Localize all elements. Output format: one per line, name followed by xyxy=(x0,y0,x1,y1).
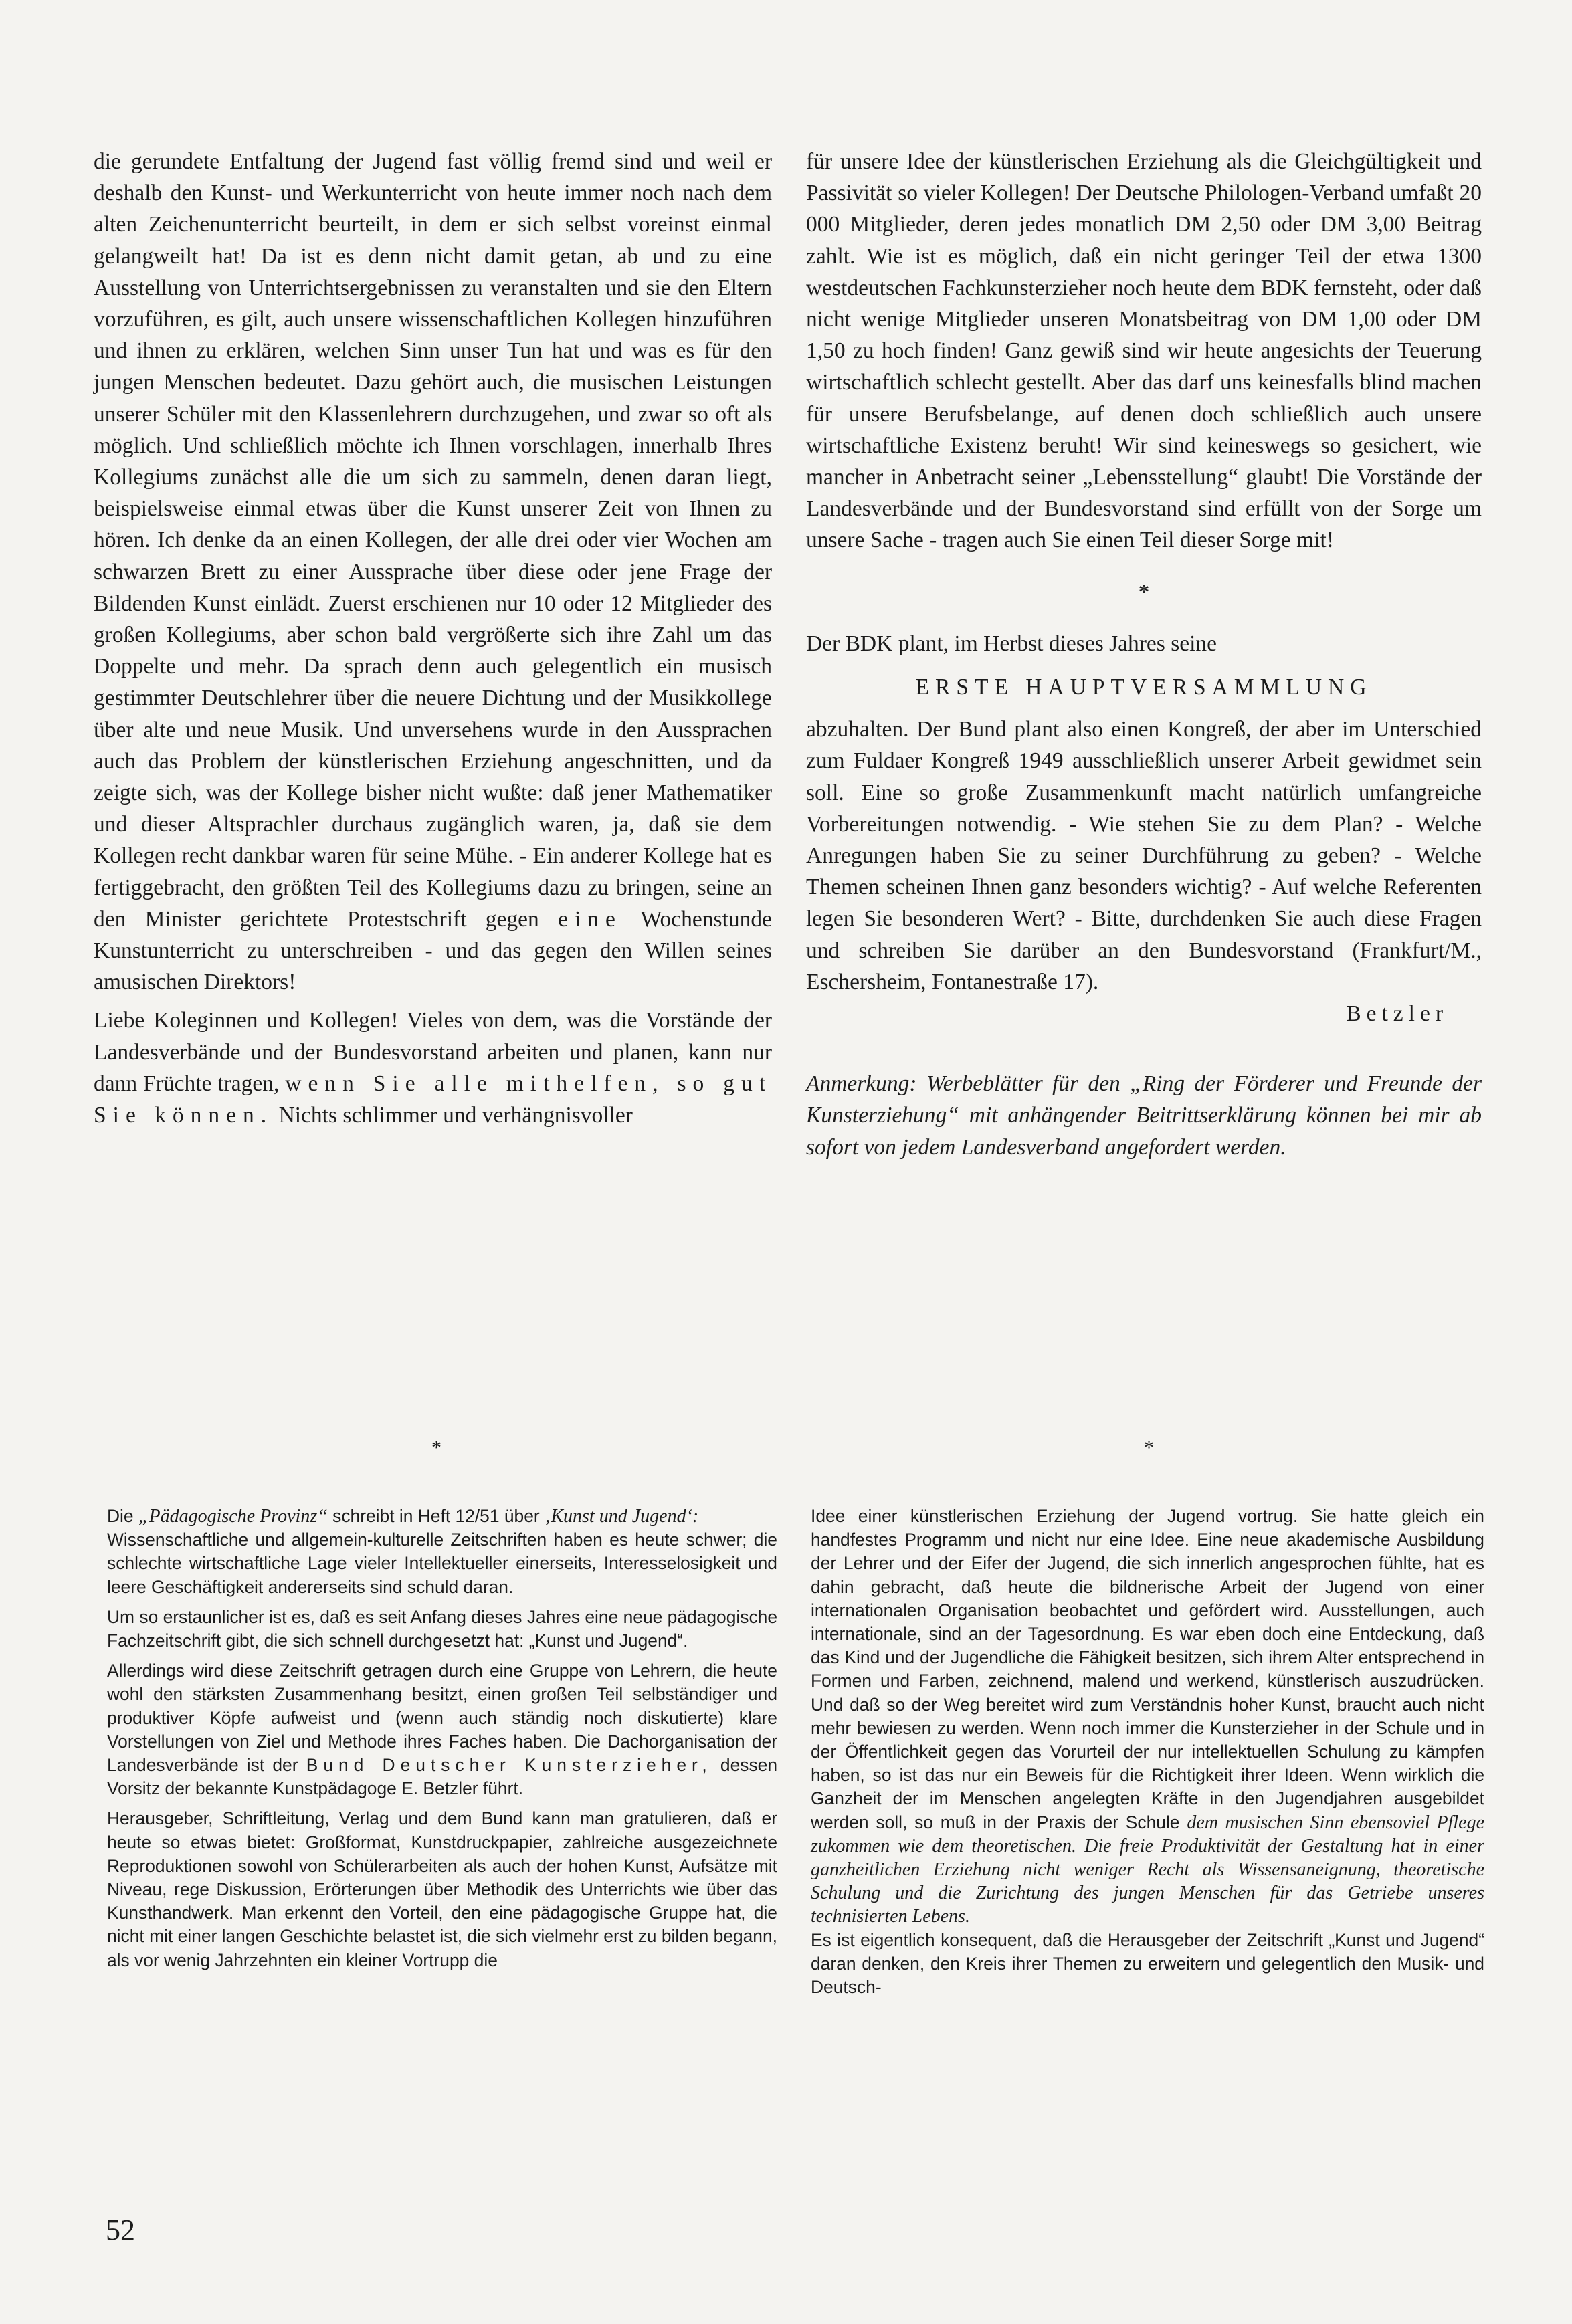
paragraph-text: Die xyxy=(107,1506,134,1526)
announcement-intro: Der BDK plant, im Herbst dieses Jahres seine xyxy=(806,631,1217,656)
paragraph: abzuhalten. Der Bund plant also einen Kongreß, der aber im Unterschied zum Fuldaer Kongreß 1949 ausschließlich unserer Arbeit gewidmet sein soll. Eine so große Zusammenkunft macht natürlich umfangreiche Vorbereitungen notwendig. - Wie stehen Sie zu dem Plan? - Welche Anregungen haben Sie zu seiner Durchführung zu geben? - Welche Themen scheinen Ihnen ganz besonders wichtig? - Auf welche Referenten legen Sie besonderen Wert? - Bitte, durchdenken Sie auch diese Fragen und schreiben Sie darüber an den Bundesvorstand (Frankfurt/M., Eschersheim, Fontanestraße 17). xyxy=(806,717,1482,994)
paragraph-text: Allerdings wird diese Zeitschrift getragen durch eine Gruppe von Lehrern, die heute wohl den stärksten Zusammenhang besitzt, einen großen Teil selbständiger und produktiver Köpfe aufweist und (wenn auch ständig noch diskutierte) klare Vorstellungen von Ziel und Methode ihres Faches haben. Die Dachorganisation der Landesverbände ist der xyxy=(107,1661,777,1776)
spaced-emphasis: eine xyxy=(558,906,622,932)
section-separator-left: * xyxy=(431,1437,441,1459)
section-separator-right: * xyxy=(1144,1437,1154,1459)
paragraph-text: Nichts schlimmer und verhängnisvoller xyxy=(278,1103,633,1128)
paragraph-text: Liebe Koleginnen und Kollegen! Vieles von dem, was die Vorstände der Landesverbände und der Bundesvorstand arbeiten und planen, kann nur dann Früchte tragen, xyxy=(94,1008,772,1096)
paragraph-text: Wochenstunde Kunstunterricht zu unterschreiben - und das gegen den Willen seines amusischen Direktors! xyxy=(94,906,772,995)
quote-column-bottom-right xyxy=(811,1505,1484,1999)
announcement-heading: ERSTE HAUPTVERSAMMLUNG xyxy=(915,675,1373,700)
paragraph xyxy=(107,1659,777,1800)
paragraph: Herausgeber, Schriftleitung, Verlag und dem Bund kann man gratulieren, daß er heute so etwas bietet: Großformat, Kunstdruckpapier, zahlreiche ausgezeichnete Reproduktionen sowohl von Schülerarbeiten als auch der hohen Kunst, Aufsätze mit Niveau, rege Diskussion, Erörterungen über Methodik des Unterrichts wie über das Kunsthandwerk. Man erkennt den Vorteil, den eine pädagogische Gruppe hat, die nicht mit einer langen Geschichte belastet ist, die sich vielmehr erst zu bilden begann, als vor wenig Jahrzehnten ein kleiner Vortrupp die xyxy=(107,1808,777,1970)
page-number: 52 xyxy=(106,2214,135,2246)
italic-emphasis: dem musischen Sinn ebensoviel Pflege zukommen wie dem theoretischen. Die freie Produktivität der Gestaltung hat in einer ganzheitlichen Erziehung nicht weniger Recht als Wissensaneignung, theoretische Schulung und die Zurichtung des jungen Menschen für das Getriebe unseres technisierten Lebens. xyxy=(811,1812,1484,1927)
paragraph-text: Idee einer künstlerischen Erziehung der Jugend vortrug. Sie hatte gleich ein handfestes Programm und nicht nur eine Idee. Eine neue akademische Ausbildung der Lehrer und der Eifer der Jugend, die sich innerlich angesprochen fühlte, hat es dahin gebracht, daß heute die bildnerische Arbeit der Jugend von einer internationalen Organisation beobachtet und gefördert wird. Ausstellungen, auch internationale, sind an der Tagesordnung. Es war eben doch eine Entdeckung, daß das Kind und der Jugendliche die Fähigkeit besitzen, sich ihrem Alter entsprechend in Formen und Farben, zeichnend, malend und werkend, künstlerisch auszudrücken. Und daß so der Weg bereitet wird zum Verständnis hoher Kunst, braucht auch nicht mehr bewiesen zu werden. Wenn noch immer die Kunsterzieher in der Schule und in der Öffentlichkeit gegen das Vorurteil der nur intellektuellen Schulung zu kämpfen haben, so ist das nur ein Beweis für die Richtigkeit ihrer Ideen. Wenn wirklich die Ganzheit der im Menschen angelegten Kräfte in den Jugendjahren ausgebildet werden soll, so muß in der Praxis der Schule xyxy=(811,1506,1484,1832)
paragraph xyxy=(107,1505,777,1528)
quote-column-bottom-left xyxy=(107,1505,777,1972)
paragraph xyxy=(811,1505,1484,1929)
paragraph: Es ist eigentlich konsequent, daß die Herausgeber der Zeitschrift „Kunst und Jugend“ daran denken, den Kreis ihrer Themen zu erweitern und gelegentlich den Musik- und Deutsch- xyxy=(811,1929,1484,1998)
footnote-remark: Anmerkung: Werbeblätter für den „Ring der Förderer und Freunde der Kunsterziehung“ mit anhängender Beitrittserklärung können bei mir ab sofort von jedem Landesverband angefordert werden. xyxy=(806,1071,1482,1160)
section-separator: * xyxy=(1138,579,1150,605)
article-column-top-left xyxy=(94,146,772,1131)
paragraph-text: die gerundete Entfaltung der Jugend fast völlig fremd sind und weil er deshalb den Kunst- und Werkunterricht von heute immer noch nach dem alten Zeichenunterricht beurteilt, in dem er sich selbst voreinst einmal gelangweilt hat! Da ist es denn nicht damit getan, ab und zu eine Ausstellung von Unterrichtsergebnissen zu veranstalten und sie den Eltern vorzuführen, es gilt, auch unsere wissenschaftlichen Kollegen hinzuführen und ihnen zu erklären, welchen Sinn unser Tun hat und was es für den jungen Menschen bedeutet. Dazu gehört auch, die musischen Leistungen unserer Schüler mit den Klassenlehrern durchzugehen, und zwar so oft als möglich. Und schließlich möchte ich Ihnen vorschlagen, innerhalb Ihres Kollegiums zunächst alle die um sich zu sammeln, denen daran liegt, beispielsweise einmal etwas über die Kunst unserer Zeit von Ihnen zu hören. Ich denke da an einen Kollegen, der alle drei oder vier Wochen am schwarzen Brett zu einer Aussprache über diese oder jene Frage der Bildenden Kunst einlädt. Zuerst erschienen nur 10 oder 12 Mitglieder des großen Kollegiums, aber schon bald vergrößerte sich ihre Zahl um das Doppelte und mehr. Da sprach denn auch gelegentlich ein musisch gestimmter Deutschlehrer über die neuere Dichtung und der Musikkollege über alte und neue Musik. Und unversehens wurde in den Aussprachen auch das Problem der künstlerischen Erziehung angeschnitten, und da zeigte sich, was der Kollege bisher nicht wußte: daß jener Mathematiker und dieser Altsprachler durchaus zugänglich waren, ja, daß sie dem Kollegen recht dankbar waren für seine Mühe. - Ein anderer Kollege hat es fertiggebracht, den größten Teil des Kollegiums dazu zu bringen, seine an den Minister gerichtete Protestschrift gegen xyxy=(94,149,772,932)
paragraph xyxy=(94,1005,772,1131)
italic-title: ‚Kunst und Jugend‘: xyxy=(545,1506,699,1527)
paragraph: Um so erstaunlicher ist es, daß es seit Anfang dieses Jahres eine neue pädagogische Fachzeitschrift gibt, die sich schnell durchgesetzt hat: „Kunst und Jugend“. xyxy=(107,1606,777,1651)
paragraph: für unsere Idee der künstlerischen Erziehung als die Gleichgültigkeit und Passivität so vieler Kollegen! Der Deutsche Philologen-Verband umfaßt 20 000 Mitglieder, deren jedes monatlich DM 2,50 oder DM 3,00 Beitrag zahlt. Wie ist es möglich, daß ein nicht geringer Teil der etwa 1300 westdeutschen Fachkunsterzieher noch heute dem BDK fernsteht, oder daß nicht wenige Mitglieder unseren Monatsbeitrag von DM 1,00 oder DM 1,50 zu hoch finden! Ganz gewiß sind wir heute angesichts der Teuerung wirtschaftlich schlecht gestellt. Aber das darf uns keinesfalls blind machen für unsere Berufsbelange, auf denen doch schließlich auch unsere wirtschaftliche Existenz beruht! Wir sind keineswegs so gesichert, wie mancher in Anbetracht seiner „Lebensstellung“ glaubt! Die Vorstände der Landesverbände und der Bundesvorstand sind erfüllt von der Sorge um unsere Sache - tragen auch Sie einen Teil dieser Sorge mit! xyxy=(806,149,1482,553)
paragraph: Wissenschaftliche und allgemein-kulturelle Zeitschriften haben es heute schwer; die schlechte wirtschaftliche Lage vieler Intellektueller einerseits, Interesselosigkeit und leere Geschäftigkeit andererseits sind schuld daran. xyxy=(107,1529,777,1597)
article-column-top-right xyxy=(806,146,1482,1163)
signature: Betzler xyxy=(1346,1001,1448,1027)
paragraph-text: schreibt in Heft 12/51 über xyxy=(332,1506,540,1526)
italic-title: „Pädagogische Provinz“ xyxy=(138,1506,328,1527)
spaced-emphasis: wenn Sie alle mithelfen, so gut Sie können. xyxy=(94,1071,772,1128)
paragraph xyxy=(94,146,772,998)
spaced-emphasis: Bund Deutscher Kunsterzieher, xyxy=(306,1755,712,1776)
paragraph-text: dessen Vorsitz der bekannte Kunstpädagoge E. Betzler führt. xyxy=(107,1755,777,1799)
